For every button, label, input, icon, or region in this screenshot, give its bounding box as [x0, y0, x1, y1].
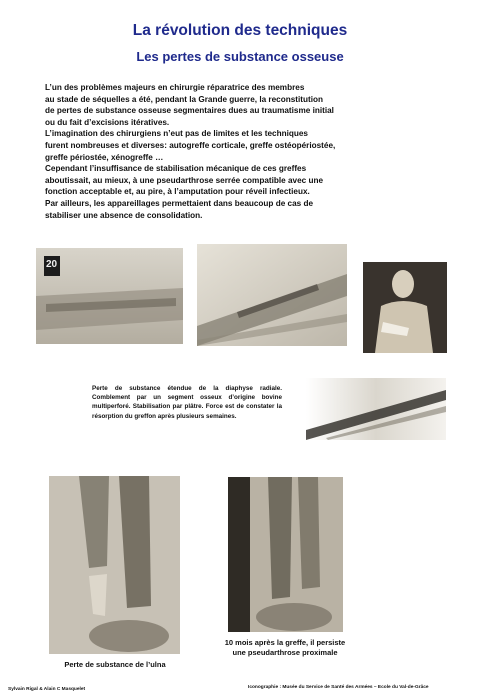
xray-ulna-photo — [49, 476, 180, 654]
intro-line: au stade de séquelles a été, pendant la Grande guerre, la reconstitution — [45, 94, 323, 104]
intro-line: stabiliser une absence de consolidation. — [45, 210, 203, 220]
page-subtitle: Les pertes de substance osseuse — [136, 49, 344, 64]
intro-line: L’imagination des chirurgiens n’eut pas de limites et les techniques — [45, 129, 308, 139]
caption-radial: Perte de substance étendue de la diaphyse radiale. Comblement par un segment osseux d’origine bovine multiperforé. Stabilisation par plâtre. Force est de constater la résorption du greffon après plusieurs semaines. — [92, 385, 282, 420]
intro-line: Par ailleurs, les appareillages permettaient dans beaucoup de cas de — [45, 198, 314, 208]
caption-pseudarthrosis — [195, 638, 375, 658]
authors-credit: Sylvain Rigal & Alain C Masquelet — [8, 687, 86, 692]
xray-pseudarthrosis-image — [228, 477, 343, 632]
xray-ulna-image — [49, 476, 180, 654]
xray-resorption-image — [306, 378, 446, 440]
patient-portrait-image — [363, 262, 447, 353]
xray-pseudarthrosis-photo — [228, 477, 343, 632]
page-title: La révolution des techniques — [132, 22, 348, 39]
xray-marker-label: 20 — [46, 259, 58, 270]
intro-line: ou du fait d’excisions itératives. — [45, 117, 170, 127]
xray-graft-photo — [197, 244, 347, 346]
xray-graft-image — [197, 244, 347, 346]
iconography-credit: Iconographie : Musée du Service de Santé des Armées – Ecole du Val-de-Grâce — [248, 685, 429, 690]
xray-radius-image — [36, 248, 183, 344]
patient-portrait-photo — [363, 262, 447, 353]
intro-line: L’un des problèmes majeurs en chirurgie réparatrice des membres — [45, 83, 305, 92]
intro-line: de pertes de substance osseuse segmentaires dues au traumatisme initial — [45, 106, 334, 116]
intro-line: furent nombreuses et diverses: autogreffe corticale, greffe ostéopériostée, — [45, 140, 336, 150]
intro-text — [45, 82, 375, 221]
caption-pseudarthrosis-line1: 10 mois après la greffe, il persiste — [224, 638, 346, 647]
xray-radius-photo — [36, 248, 183, 344]
intro-line: Cependant l’insuffisance de stabilisation mécanique de ces greffes — [45, 164, 307, 174]
caption-ulna: Perte de substance de l’ulna — [64, 660, 166, 669]
xray-resorption-photo — [306, 378, 446, 440]
caption-pseudarthrosis-line2: une pseudarthrose proximale — [232, 648, 338, 657]
intro-line: greffe périostée, xénogreffe … — [45, 152, 164, 162]
intro-line: aboutissait, au mieux, à une pseudarthrose serrée compatible avec une — [45, 175, 324, 185]
intro-line: fonction acceptable et, au pire, à l’amputation pour réveil infectieux. — [45, 187, 310, 197]
